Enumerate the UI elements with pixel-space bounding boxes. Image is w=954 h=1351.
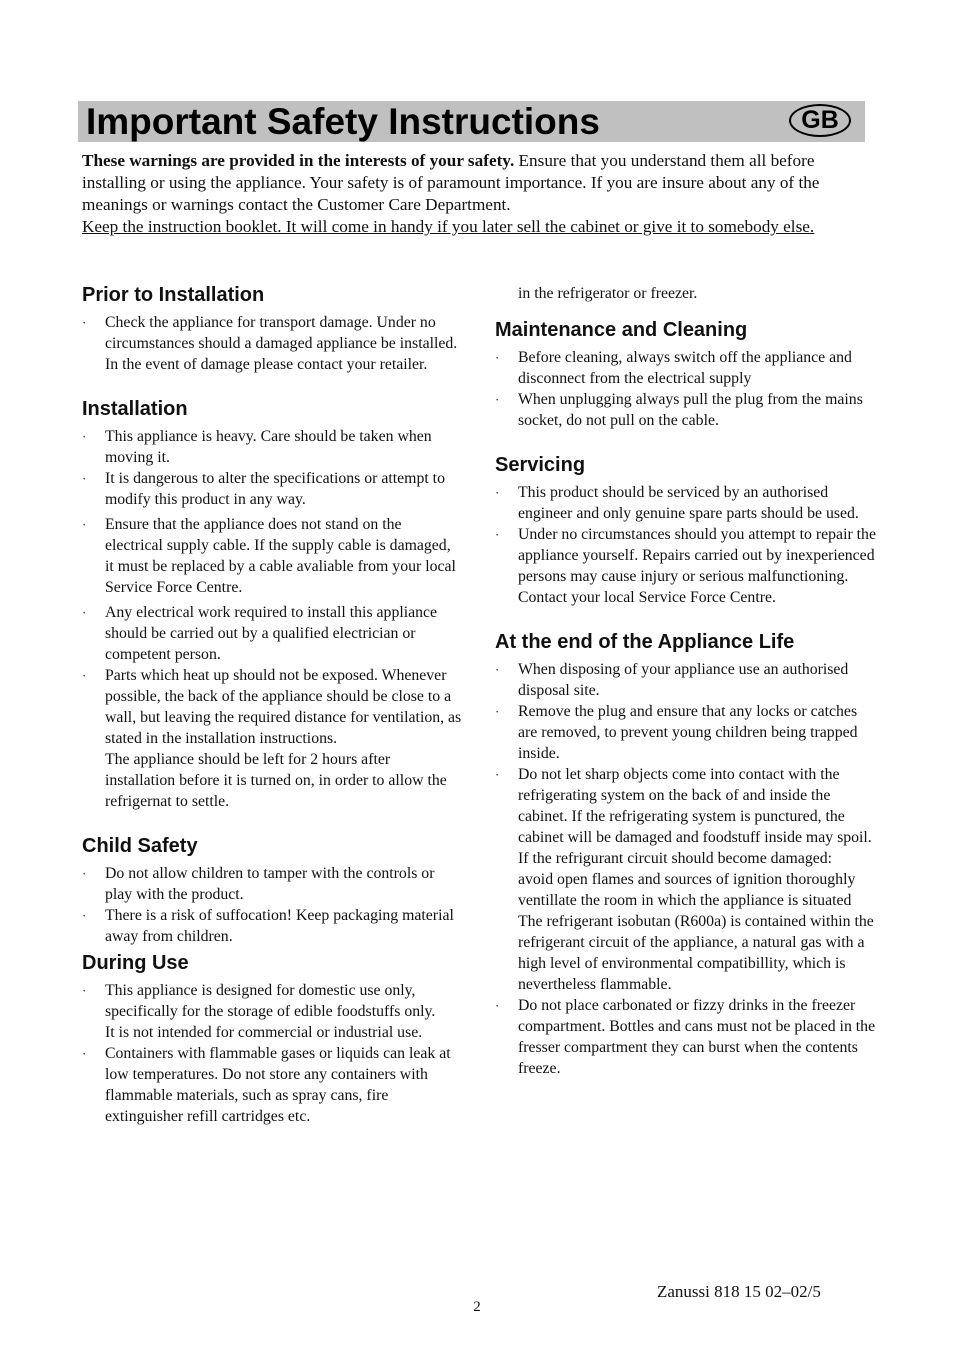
bullet-icon: · — [82, 471, 87, 486]
intro-keep-booklet: Keep the instruction booklet. It will come in handy if you later sell the cabinet or give it to somebody else. — [82, 217, 815, 236]
isobutan-text: The refrigerant isobutan (R600a) is contained within the refrigerant circuit of the appliance, a natural gas with a high level of environmental compatibillity, which is nevertheless flammable. — [518, 913, 874, 993]
section-heading: Servicing — [495, 454, 586, 476]
section-prior-to-installation — [82, 283, 462, 375]
section-child-safety — [82, 834, 462, 947]
list-item: · Do not allow children to tamper with the controls or play with the product. — [82, 865, 435, 903]
list-item: · Any electrical work required to install this appliance should be carried out by a qualified electrician or competent person. — [82, 604, 438, 663]
bullet-icon: · — [495, 350, 500, 365]
country-badge: GB — [789, 104, 851, 137]
list-item: · There is a risk of suffocation! Keep packaging material away from children. — [82, 907, 454, 945]
bullet-icon: · — [82, 315, 87, 330]
section-heading: Child Safety — [82, 835, 198, 857]
intro-text: Ensure that you understand them all before installing or using the appliance. Your safety is of paramount importance. If you are insure about any of the meanings or warnings contact the Customer Care Department. — [82, 151, 820, 214]
section-heading: Installation — [82, 398, 188, 420]
list-item: · Containers with flammable gases or liquids can leak at low temperatures. Do not store any containers with flammable materials, such as spray cans, fire extinguisher refill cartridges etc. — [82, 1045, 451, 1125]
list-item: · This appliance is designed for domestic use only, specifically for the storage of edible foodstuffs only. It is not intended for commercial or industrial use. — [82, 980, 462, 1043]
bullet-icon: · — [82, 1046, 87, 1061]
list-item: · Do not let sharp objects come into contact with the refrigerating system on the back of and inside the cabinet. If the refrigerating system is punctured, the cabinet will be damaged and foodstuff inside may spoil. If the refrigurant circuit should become damaged: avoid open flames and sources of ignition thoroughly ventillate the room in which the appliance is situated The refrigerant isobutan (R600a) is contained within the refrigerant circuit of the appliance, a natural gas with a high level of environmental compatibillity, which is nevertheless flammable. — [495, 764, 880, 995]
page-title: Important Safety Instructions — [86, 101, 600, 142]
intro-paragraph — [82, 150, 882, 238]
bullet-icon: · — [82, 517, 87, 532]
list-item: · When unplugging always pull the plug from the mains socket, do not pull on the cable. — [495, 391, 863, 429]
during-use-extra: It is not intended for commercial or industrial use. — [105, 1024, 423, 1041]
list-item: · Check the appliance for transport damage. Under no circumstances should a damaged appliance be installed. In the event of damage please contact your retailer. — [82, 314, 458, 373]
bullet-icon: · — [495, 767, 500, 782]
list-item: · When disposing of your appliance use an authorised disposal site. — [495, 661, 849, 699]
bullet-icon: · — [82, 605, 87, 620]
list-item: · It is dangerous to alter the specifications or attempt to modify this product in any way. — [82, 470, 445, 508]
list-item: · Ensure that the appliance does not stand on the electrical supply cable. If the supply cable is damaged, it must be replaced by a cable avaliable from your local Service Force Centre. — [82, 516, 456, 596]
section-heading: At the end of the Appliance Life — [495, 631, 795, 653]
section-heading: Maintenance and Cleaning — [495, 319, 748, 341]
right-column — [495, 283, 880, 1101]
document-reference: Zanussi 818 15 02–02/5 — [657, 1282, 821, 1301]
bullet-icon: · — [495, 392, 500, 407]
refrigerant-damage-text: If the refrigurant circuit should become damaged: — [518, 850, 833, 867]
page-number: 2 — [473, 1299, 481, 1315]
left-column — [82, 283, 462, 1149]
section-end-of-life — [495, 630, 880, 1079]
bullet-icon: · — [82, 668, 87, 683]
installation-extra: The appliance should be left for 2 hours after installation before it is turned on, in order to allow the refrigernat to settle. — [105, 751, 447, 810]
section-installation — [82, 397, 462, 812]
list-item: · Do not place carbonated or fizzy drinks in the freezer compartment. Bottles and cans must not be placed in the fresser compartment they can burst when the contents freeze. — [495, 997, 876, 1077]
list-item: · Before cleaning, always switch off the appliance and disconnect from the electrical supply — [495, 349, 852, 387]
list-item: · Parts which heat up should not be exposed. Whenever possible, the back of the appliance should be close to a wall, but leaving the required distance for ventilation, as stated in the installation instructions. The appliance should be left for 2 hours after installation before it is turned on, in order to allow the refrigernat to settle. — [82, 667, 462, 810]
section-during-use — [82, 951, 462, 1127]
ignition-text: avoid open flames and sources of ignition thoroughly ventillate the room in which the appliance is situated — [518, 871, 856, 909]
section-maintenance — [495, 318, 880, 431]
bullet-icon: · — [495, 527, 500, 542]
list-item: · This appliance is heavy. Care should be taken when moving it. — [82, 428, 432, 466]
bullet-icon: · — [82, 983, 87, 998]
continued-text: in the refrigerator or freezer. — [518, 285, 698, 302]
section-heading: Prior to Installation — [82, 284, 265, 306]
list-item: · Remove the plug and ensure that any locks or catches are removed, to prevent young children being trapped inside. — [495, 703, 858, 762]
bullet-icon: · — [82, 908, 87, 923]
bullet-icon: · — [82, 866, 87, 881]
intro-bold: These warnings are provided in the interests of your safety. — [82, 151, 515, 170]
bullet-icon: · — [495, 485, 500, 500]
title-bar — [78, 101, 865, 142]
section-heading: During Use — [82, 952, 189, 974]
list-item: · This product should be serviced by an authorised engineer and only genuine spare parts should be used. — [495, 484, 859, 522]
bullet-icon: · — [495, 704, 500, 719]
list-item: · Under no circumstances should you attempt to repair the appliance yourself. Repairs carried out by inexperienced persons may cause injury or serious malfunctioning. Contact your local Service Force Centre. — [495, 526, 876, 606]
bullet-icon: · — [495, 998, 500, 1013]
section-servicing — [495, 453, 880, 608]
bullet-icon: · — [82, 429, 87, 444]
bullet-icon: · — [495, 662, 500, 677]
